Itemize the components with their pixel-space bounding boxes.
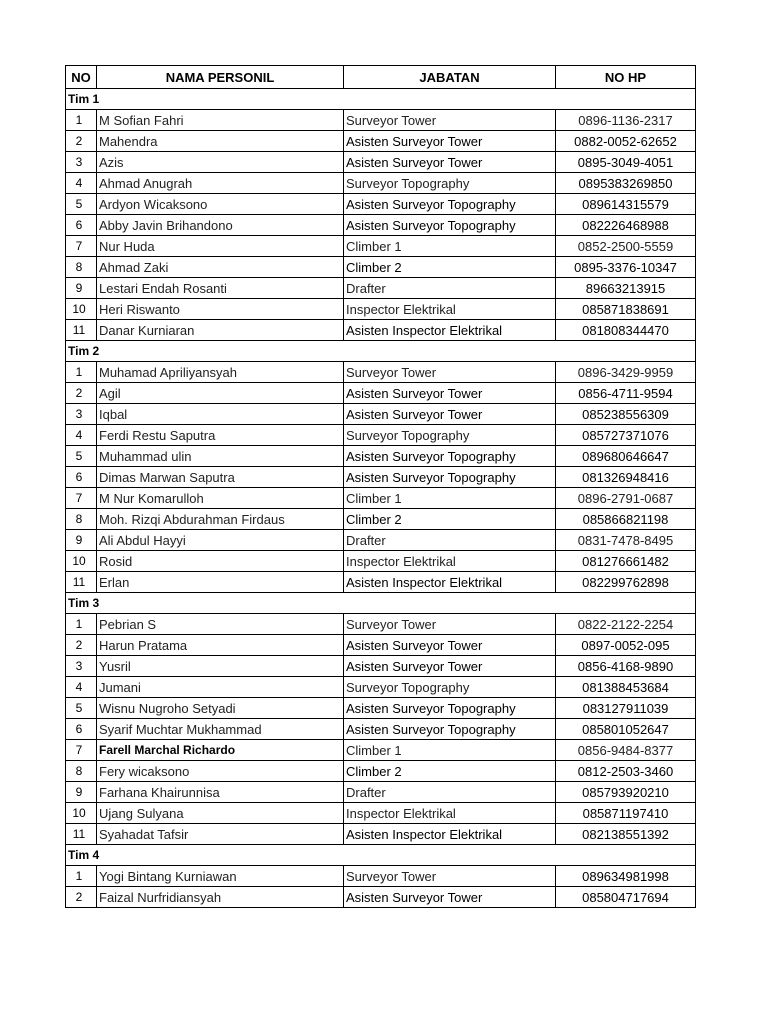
personnel-position: Asisten Surveyor Tower (344, 887, 556, 908)
row-number: 2 (66, 887, 97, 908)
phone-number: 0897-0052-095 (556, 635, 696, 656)
phone-number: 082138551392 (556, 824, 696, 845)
row-number: 8 (66, 761, 97, 782)
phone-number: 89663213915 (556, 278, 696, 299)
personnel-name: Jumani (97, 677, 344, 698)
personnel-name: Farhana Khairunnisa (97, 782, 344, 803)
row-number: 4 (66, 677, 97, 698)
phone-number: 083127911039 (556, 698, 696, 719)
team-label: Tim 3 (66, 593, 696, 614)
row-number: 1 (66, 614, 97, 635)
personnel-name: Ali Abdul Hayyi (97, 530, 344, 551)
personnel-position: Asisten Surveyor Tower (344, 656, 556, 677)
phone-number: 0896-3429-9959 (556, 362, 696, 383)
phone-number: 085866821198 (556, 509, 696, 530)
table-row (66, 740, 696, 761)
personnel-position: Asisten Inspector Elektrikal (344, 572, 556, 593)
table-row (66, 551, 696, 572)
phone-number: 0895-3376-10347 (556, 257, 696, 278)
row-number: 9 (66, 530, 97, 551)
personnel-name: Pebrian S (97, 614, 344, 635)
row-number: 8 (66, 257, 97, 278)
table-row (66, 152, 696, 173)
personnel-position: Climber 1 (344, 740, 556, 761)
row-number: 3 (66, 152, 97, 173)
table-row (66, 131, 696, 152)
personnel-name: Heri Riswanto (97, 299, 344, 320)
personnel-name: Ahmad Anugrah (97, 173, 344, 194)
phone-number: 0822-2122-2254 (556, 614, 696, 635)
row-number: 11 (66, 824, 97, 845)
table-row (66, 887, 696, 908)
table-row (66, 656, 696, 677)
personnel-position: Surveyor Topography (344, 677, 556, 698)
personnel-position: Climber 2 (344, 509, 556, 530)
personnel-sheet (65, 65, 695, 908)
table-row (66, 425, 696, 446)
phone-number: 081276661482 (556, 551, 696, 572)
table-row (66, 194, 696, 215)
phone-number: 085804717694 (556, 887, 696, 908)
table-row (66, 404, 696, 425)
personnel-position: Climber 1 (344, 488, 556, 509)
table-row (66, 614, 696, 635)
phone-number: 089634981998 (556, 866, 696, 887)
personnel-position: Surveyor Tower (344, 362, 556, 383)
personnel-table (65, 65, 696, 908)
table-row (66, 782, 696, 803)
phone-number: 0895383269850 (556, 173, 696, 194)
row-number: 9 (66, 278, 97, 299)
personnel-position: Asisten Inspector Elektrikal (344, 320, 556, 341)
personnel-name: Lestari Endah Rosanti (97, 278, 344, 299)
table-row (66, 572, 696, 593)
header-row (66, 66, 696, 89)
phone-number: 0882-0052-62652 (556, 131, 696, 152)
table-row (66, 362, 696, 383)
personnel-name: Ujang Sulyana (97, 803, 344, 824)
table-row (66, 803, 696, 824)
table-row (66, 110, 696, 131)
row-number: 1 (66, 362, 97, 383)
personnel-position: Climber 1 (344, 236, 556, 257)
personnel-position: Asisten Inspector Elektrikal (344, 824, 556, 845)
header-job: JABATAN (344, 66, 556, 89)
phone-number: 0856-9484-8377 (556, 740, 696, 761)
personnel-position: Asisten Surveyor Topography (344, 719, 556, 740)
personnel-position: Climber 2 (344, 761, 556, 782)
row-number: 9 (66, 782, 97, 803)
personnel-position: Drafter (344, 530, 556, 551)
table-row (66, 866, 696, 887)
table-row (66, 173, 696, 194)
personnel-position: Inspector Elektrikal (344, 299, 556, 320)
table-row (66, 236, 696, 257)
personnel-name: Abby Javin Brihandono (97, 215, 344, 236)
row-number: 4 (66, 173, 97, 194)
row-number: 11 (66, 572, 97, 593)
table-row (66, 299, 696, 320)
phone-number: 0896-2791-0687 (556, 488, 696, 509)
row-number: 10 (66, 299, 97, 320)
personnel-name: Syahadat Tafsir (97, 824, 344, 845)
table-row (66, 215, 696, 236)
row-number: 7 (66, 236, 97, 257)
header-hp: NO HP (556, 66, 696, 89)
table-row (66, 278, 696, 299)
personnel-name: Rosid (97, 551, 344, 572)
personnel-name: Iqbal (97, 404, 344, 425)
row-number: 5 (66, 446, 97, 467)
table-row (66, 509, 696, 530)
header-no: NO (66, 66, 97, 89)
table-row (66, 446, 696, 467)
table-row (66, 824, 696, 845)
row-number: 6 (66, 719, 97, 740)
phone-number: 0856-4168-9890 (556, 656, 696, 677)
personnel-name: Wisnu Nugroho Setyadi (97, 698, 344, 719)
row-number: 3 (66, 404, 97, 425)
personnel-position: Drafter (344, 278, 556, 299)
table-row (66, 257, 696, 278)
personnel-position: Surveyor Tower (344, 614, 556, 635)
phone-number: 081808344470 (556, 320, 696, 341)
personnel-name: Dimas Marwan Saputra (97, 467, 344, 488)
phone-number: 082226468988 (556, 215, 696, 236)
table-row (66, 383, 696, 404)
table-body (66, 89, 696, 908)
personnel-position: Climber 2 (344, 257, 556, 278)
team-header-row (66, 593, 696, 614)
personnel-name: Nur Huda (97, 236, 344, 257)
table-row (66, 530, 696, 551)
personnel-position: Asisten Surveyor Tower (344, 131, 556, 152)
personnel-position: Asisten Surveyor Tower (344, 383, 556, 404)
row-number: 3 (66, 656, 97, 677)
personnel-name: Danar Kurniaran (97, 320, 344, 341)
table-row (66, 677, 696, 698)
personnel-name: Syarif Muchtar Mukhammad (97, 719, 344, 740)
personnel-position: Inspector Elektrikal (344, 551, 556, 572)
table-row (66, 719, 696, 740)
table-row (66, 467, 696, 488)
phone-number: 081388453684 (556, 677, 696, 698)
personnel-name: M Sofian Fahri (97, 110, 344, 131)
personnel-position: Surveyor Tower (344, 110, 556, 131)
table-row (66, 635, 696, 656)
phone-number: 081326948416 (556, 467, 696, 488)
personnel-name: Moh. Rizqi Abdurahman Firdaus (97, 509, 344, 530)
team-label: Tim 2 (66, 341, 696, 362)
phone-number: 085793920210 (556, 782, 696, 803)
phone-number: 089614315579 (556, 194, 696, 215)
personnel-name: Muhammad ulin (97, 446, 344, 467)
row-number: 7 (66, 488, 97, 509)
personnel-name: Faizal Nurfridiansyah (97, 887, 344, 908)
personnel-position: Asisten Surveyor Topography (344, 698, 556, 719)
row-number: 10 (66, 551, 97, 572)
personnel-name: Agil (97, 383, 344, 404)
team-label: Tim 4 (66, 845, 696, 866)
phone-number: 0812-2503-3460 (556, 761, 696, 782)
row-number: 6 (66, 467, 97, 488)
personnel-name: Azis (97, 152, 344, 173)
personnel-position: Asisten Surveyor Topography (344, 194, 556, 215)
table-row (66, 320, 696, 341)
phone-number: 085238556309 (556, 404, 696, 425)
table-row (66, 698, 696, 719)
phone-number: 0856-4711-9594 (556, 383, 696, 404)
phone-number: 0831-7478-8495 (556, 530, 696, 551)
personnel-name: Ferdi Restu Saputra (97, 425, 344, 446)
personnel-name: Ahmad Zaki (97, 257, 344, 278)
row-number: 1 (66, 866, 97, 887)
personnel-position: Inspector Elektrikal (344, 803, 556, 824)
team-header-row (66, 845, 696, 866)
team-header-row (66, 341, 696, 362)
phone-number: 085871838691 (556, 299, 696, 320)
row-number: 11 (66, 320, 97, 341)
personnel-name: Erlan (97, 572, 344, 593)
personnel-name: Fery wicaksono (97, 761, 344, 782)
personnel-position: Asisten Surveyor Tower (344, 404, 556, 425)
phone-number: 089680646647 (556, 446, 696, 467)
phone-number: 0852-2500-5559 (556, 236, 696, 257)
row-number: 5 (66, 194, 97, 215)
personnel-name: Farell Marchal Richardo (97, 740, 344, 761)
header-name: NAMA PERSONIL (97, 66, 344, 89)
phone-number: 0896-1136-2317 (556, 110, 696, 131)
row-number: 5 (66, 698, 97, 719)
personnel-name: Ardyon Wicaksono (97, 194, 344, 215)
row-number: 7 (66, 740, 97, 761)
personnel-position: Surveyor Topography (344, 425, 556, 446)
personnel-position: Asisten Surveyor Topography (344, 467, 556, 488)
personnel-name: Mahendra (97, 131, 344, 152)
personnel-name: Yusril (97, 656, 344, 677)
row-number: 2 (66, 131, 97, 152)
row-number: 4 (66, 425, 97, 446)
personnel-position: Asisten Surveyor Topography (344, 215, 556, 236)
personnel-position: Surveyor Tower (344, 866, 556, 887)
personnel-name: Harun Pratama (97, 635, 344, 656)
personnel-name: M Nur Komarulloh (97, 488, 344, 509)
personnel-name: Muhamad Apriliyansyah (97, 362, 344, 383)
personnel-position: Asisten Surveyor Topography (344, 446, 556, 467)
personnel-name: Yogi Bintang Kurniawan (97, 866, 344, 887)
row-number: 1 (66, 110, 97, 131)
table-row (66, 761, 696, 782)
phone-number: 082299762898 (556, 572, 696, 593)
personnel-position: Asisten Surveyor Tower (344, 152, 556, 173)
team-label: Tim 1 (66, 89, 696, 110)
personnel-position: Surveyor Topography (344, 173, 556, 194)
row-number: 2 (66, 635, 97, 656)
row-number: 8 (66, 509, 97, 530)
phone-number: 085727371076 (556, 425, 696, 446)
phone-number: 085871197410 (556, 803, 696, 824)
team-header-row (66, 89, 696, 110)
personnel-position: Drafter (344, 782, 556, 803)
row-number: 2 (66, 383, 97, 404)
table-row (66, 488, 696, 509)
row-number: 6 (66, 215, 97, 236)
row-number: 10 (66, 803, 97, 824)
phone-number: 085801052647 (556, 719, 696, 740)
phone-number: 0895-3049-4051 (556, 152, 696, 173)
personnel-position: Asisten Surveyor Tower (344, 635, 556, 656)
